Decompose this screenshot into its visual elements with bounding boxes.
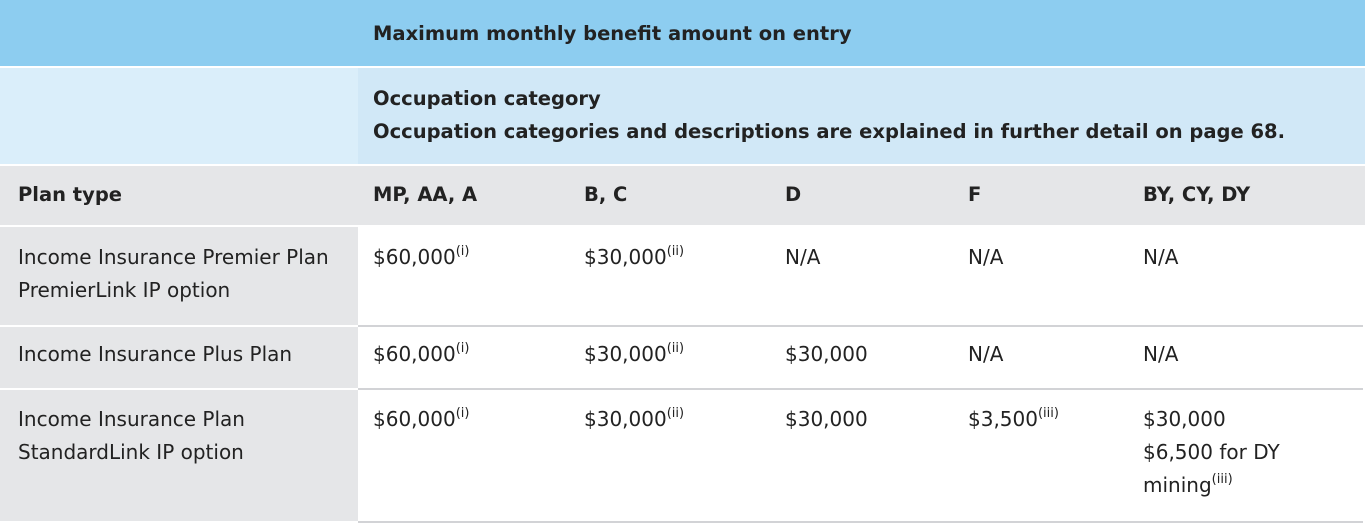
occupation-category-note: Occupation categories and descriptions are explained in further detail on page 68. bbox=[373, 120, 1286, 143]
f-value: N/A bbox=[968, 245, 1004, 269]
d-value: N/A bbox=[785, 245, 821, 269]
table-row bbox=[0, 327, 1365, 388]
by-value: $30,000 bbox=[1143, 407, 1226, 431]
footnote-ref: (ii) bbox=[666, 244, 685, 260]
mp-value: $60,000$^{(i)}$ bbox=[373, 341, 470, 366]
bc-value: $30,000$^{(ii)}$ bbox=[584, 341, 685, 366]
col-mp-aa-a: MP, AA, A bbox=[373, 183, 478, 206]
row-divider bbox=[358, 521, 1363, 523]
by-value-line2: $6,500 for DY bbox=[1143, 440, 1280, 464]
footnote-ref: (iii) bbox=[1037, 406, 1059, 422]
column-header-row bbox=[0, 166, 1365, 225]
footnote-ref: (ii) bbox=[666, 406, 685, 422]
footnote-ref: (i) bbox=[455, 406, 470, 422]
mp-value: $60,000$^{(i)}$ bbox=[373, 406, 470, 431]
table-title: Maximum monthly benefit amount on entry bbox=[373, 22, 852, 45]
footnote-ref: (iii) bbox=[1211, 472, 1233, 488]
d-value: $30,000 bbox=[785, 407, 868, 431]
left-blue-band bbox=[0, 68, 358, 164]
table-row bbox=[0, 390, 1365, 521]
by-value: N/A bbox=[1143, 342, 1179, 366]
col-d: D bbox=[785, 183, 802, 206]
by-value-line3: mining$^{(iii)}$ bbox=[1143, 472, 1233, 497]
occupation-category-row bbox=[0, 68, 1365, 164]
col-f: F bbox=[968, 183, 982, 206]
plan-name: Income Insurance Plan bbox=[18, 407, 245, 431]
plan-option: PremierLink IP option bbox=[18, 278, 231, 302]
mp-value: $60,000$^{(i)}$ bbox=[373, 244, 470, 269]
bc-value: $30,000$^{(ii)}$ bbox=[584, 244, 685, 269]
footnote-ref: (i) bbox=[455, 341, 470, 357]
plan-option: StandardLink IP option bbox=[18, 440, 244, 464]
by-value: N/A bbox=[1143, 245, 1179, 269]
d-value: $30,000 bbox=[785, 342, 868, 366]
f-value: N/A bbox=[968, 342, 1004, 366]
table-row bbox=[0, 227, 1365, 325]
col-by-cy-dy: BY, CY, DY bbox=[1143, 183, 1251, 206]
table-title-row bbox=[0, 0, 1365, 66]
footnote-ref: (ii) bbox=[666, 341, 685, 357]
plan-name: Income Insurance Plus Plan bbox=[18, 342, 293, 366]
col-b-c: B, C bbox=[584, 183, 628, 206]
col-plan-type: Plan type bbox=[18, 183, 123, 206]
footnote-ref: (i) bbox=[455, 244, 470, 260]
occupation-category-heading: Occupation category bbox=[373, 87, 601, 110]
plan-name: Income Insurance Premier Plan bbox=[18, 245, 329, 269]
f-value: $3,500$^{(iii)}$ bbox=[968, 406, 1059, 431]
bc-value: $30,000$^{(ii)}$ bbox=[584, 406, 685, 431]
